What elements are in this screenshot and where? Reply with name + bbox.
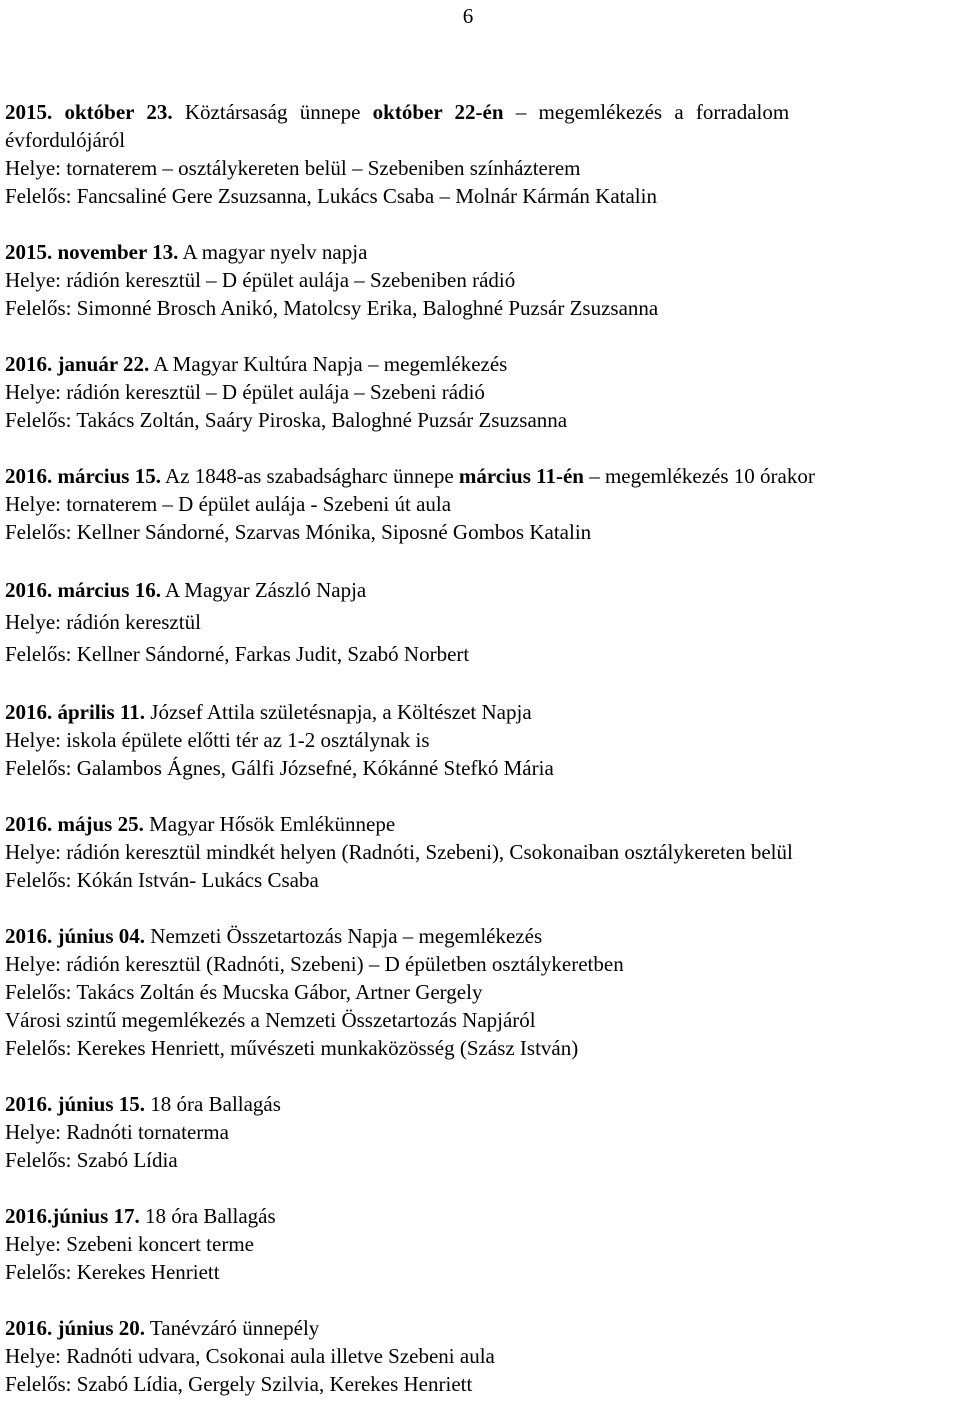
event-responsible: Felelős: Simonné Brosch Anikó, Matolcsy Erika, Baloghné Puzsár Zsuzsanna [5, 296, 659, 320]
event-bold-date: október 22-én [372, 100, 504, 124]
event-location: Helye: rádión keresztül (Radnóti, Szebeni) – D épületben osztálykeretben [5, 952, 624, 976]
event-title: Köztársaság ünnepe [172, 100, 373, 124]
event-responsible: Felelős: Fancsaliné Gere Zsuzsanna, Lukács Csaba – Molnár Kármán Katalin [5, 184, 657, 208]
event-title: Nemzeti Összetartozás Napja – megemlékezés [145, 924, 543, 948]
event-location: Helye: Radnóti tornaterma [5, 1120, 229, 1144]
event-heading [5, 462, 955, 490]
event-nov-13 [5, 238, 955, 322]
event-heading [5, 922, 955, 950]
event-date: 2016. június 04. [5, 924, 146, 948]
event-oct-23 [5, 98, 955, 210]
event-jan-22 [5, 350, 955, 434]
event-jun-17 [5, 1202, 955, 1286]
event-date: 2016.június 17. [5, 1204, 140, 1228]
event-responsible: Felelős: Szabó Lídia, Gergely Szilvia, Kerekes Henriett [5, 1372, 473, 1396]
event-title: Az 1848-as szabadságharc ünnepe [160, 464, 459, 488]
event-responsible: Felelős: Kerekes Henriett [5, 1260, 220, 1284]
event-apr-11 [5, 698, 955, 782]
event-responsible: Felelős: Kellner Sándorné, Szarvas Mónika, Siposné Gombos Katalin [5, 520, 592, 544]
event-title: Tanévzáró ünnepély [145, 1316, 320, 1340]
event-jun-04 [5, 922, 955, 1062]
event-responsible: Felelős: Szabó Lídia [5, 1148, 178, 1172]
event-title: A Magyar Kultúra Napja – megemlékezés [149, 352, 508, 376]
event-heading [5, 1202, 955, 1230]
event-date: 2016. április 11. [5, 700, 146, 724]
event-heading [5, 698, 955, 726]
event-date: 2016. március 16. [5, 578, 161, 602]
event-jun-15 [5, 1090, 955, 1174]
event-mar-15 [5, 462, 955, 546]
event-location: Helye: rádión keresztül mindkét helyen (Radnóti, Szebeni), Csokonaiban osztálykereten belül [5, 840, 793, 864]
event-bold-date: március 11-én [458, 464, 584, 488]
event-subevent: Városi szintű megemlékezés a Nemzeti Összetartozás Napjáról [5, 1008, 536, 1032]
event-subevent-responsible: Felelős: Kerekes Henriett, művészeti munkaközösség (Szász István) [5, 1036, 579, 1060]
event-title-cont: évfordulójáról [5, 128, 126, 152]
event-location: Helye: rádión keresztül – D épület aulája – Szebeni rádió [5, 380, 485, 404]
page-number: 6 [462, 4, 474, 28]
event-responsible: Felelős: Kókán István- Lukács Csaba [5, 868, 319, 892]
event-date: 2015. október 23. [5, 100, 173, 124]
event-date: 2016. március 15. [5, 464, 161, 488]
event-heading [5, 350, 955, 378]
event-title: 18 óra Ballagás [139, 1204, 276, 1228]
event-date: 2016. június 15. [5, 1092, 146, 1116]
event-heading [5, 810, 955, 838]
event-date: 2016. május 25. [5, 812, 144, 836]
event-responsible: Felelős: Galambos Ágnes, Gálfi Józsefné, Kókánné Stefkó Mária [5, 756, 554, 780]
event-list [5, 98, 955, 1426]
event-jun-20 [5, 1314, 955, 1398]
event-title-rest: – megemlékezés a forradalom [503, 100, 790, 124]
event-date: 2015. november 13. [5, 240, 179, 264]
event-title-rest: – megemlékezés 10 órakor [583, 464, 815, 488]
event-heading [5, 1090, 955, 1118]
event-mar-16 [5, 574, 955, 670]
event-location: Helye: tornaterem – osztálykereten belül – Szebeniben színházterem [5, 156, 581, 180]
event-responsible: Felelős: Takács Zoltán, Saáry Piroska, Baloghné Puzsár Zsuzsanna [5, 408, 568, 432]
event-responsible: Felelős: Takács Zoltán és Mucska Gábor, Artner Gergely [5, 980, 483, 1004]
event-title: A Magyar Zászló Napja [160, 578, 367, 602]
event-heading [5, 238, 955, 266]
event-title: A magyar nyelv napja [178, 240, 368, 264]
event-location: Helye: Szebeni koncert terme [5, 1232, 254, 1256]
event-location: Helye: iskola épülete előtti tér az 1-2 osztálynak is [5, 728, 430, 752]
event-location: Helye: tornaterem – D épület aulája - Szebeni út aula [5, 492, 452, 516]
event-date: 2016. június 20. [5, 1316, 146, 1340]
event-location: Helye: rádión keresztül [5, 610, 201, 634]
event-heading [5, 1314, 955, 1342]
event-title: Magyar Hősök Emlékünnepe [143, 812, 396, 836]
event-heading [5, 98, 955, 126]
event-title: József Attila születésnapja, a Költészet Napja [145, 700, 532, 724]
event-heading [5, 574, 955, 606]
event-title: 18 óra Ballagás [145, 1092, 281, 1116]
event-location: Helye: rádión keresztül – D épület aulája – Szebeniben rádió [5, 268, 516, 292]
event-location: Helye: Radnóti udvara, Csokonai aula illetve Szebeni aula [5, 1344, 495, 1368]
event-responsible: Felelős: Kellner Sándorné, Farkas Judit, Szabó Norbert [5, 642, 470, 666]
event-date: 2016. január 22. [5, 352, 150, 376]
event-may-25 [5, 810, 955, 894]
